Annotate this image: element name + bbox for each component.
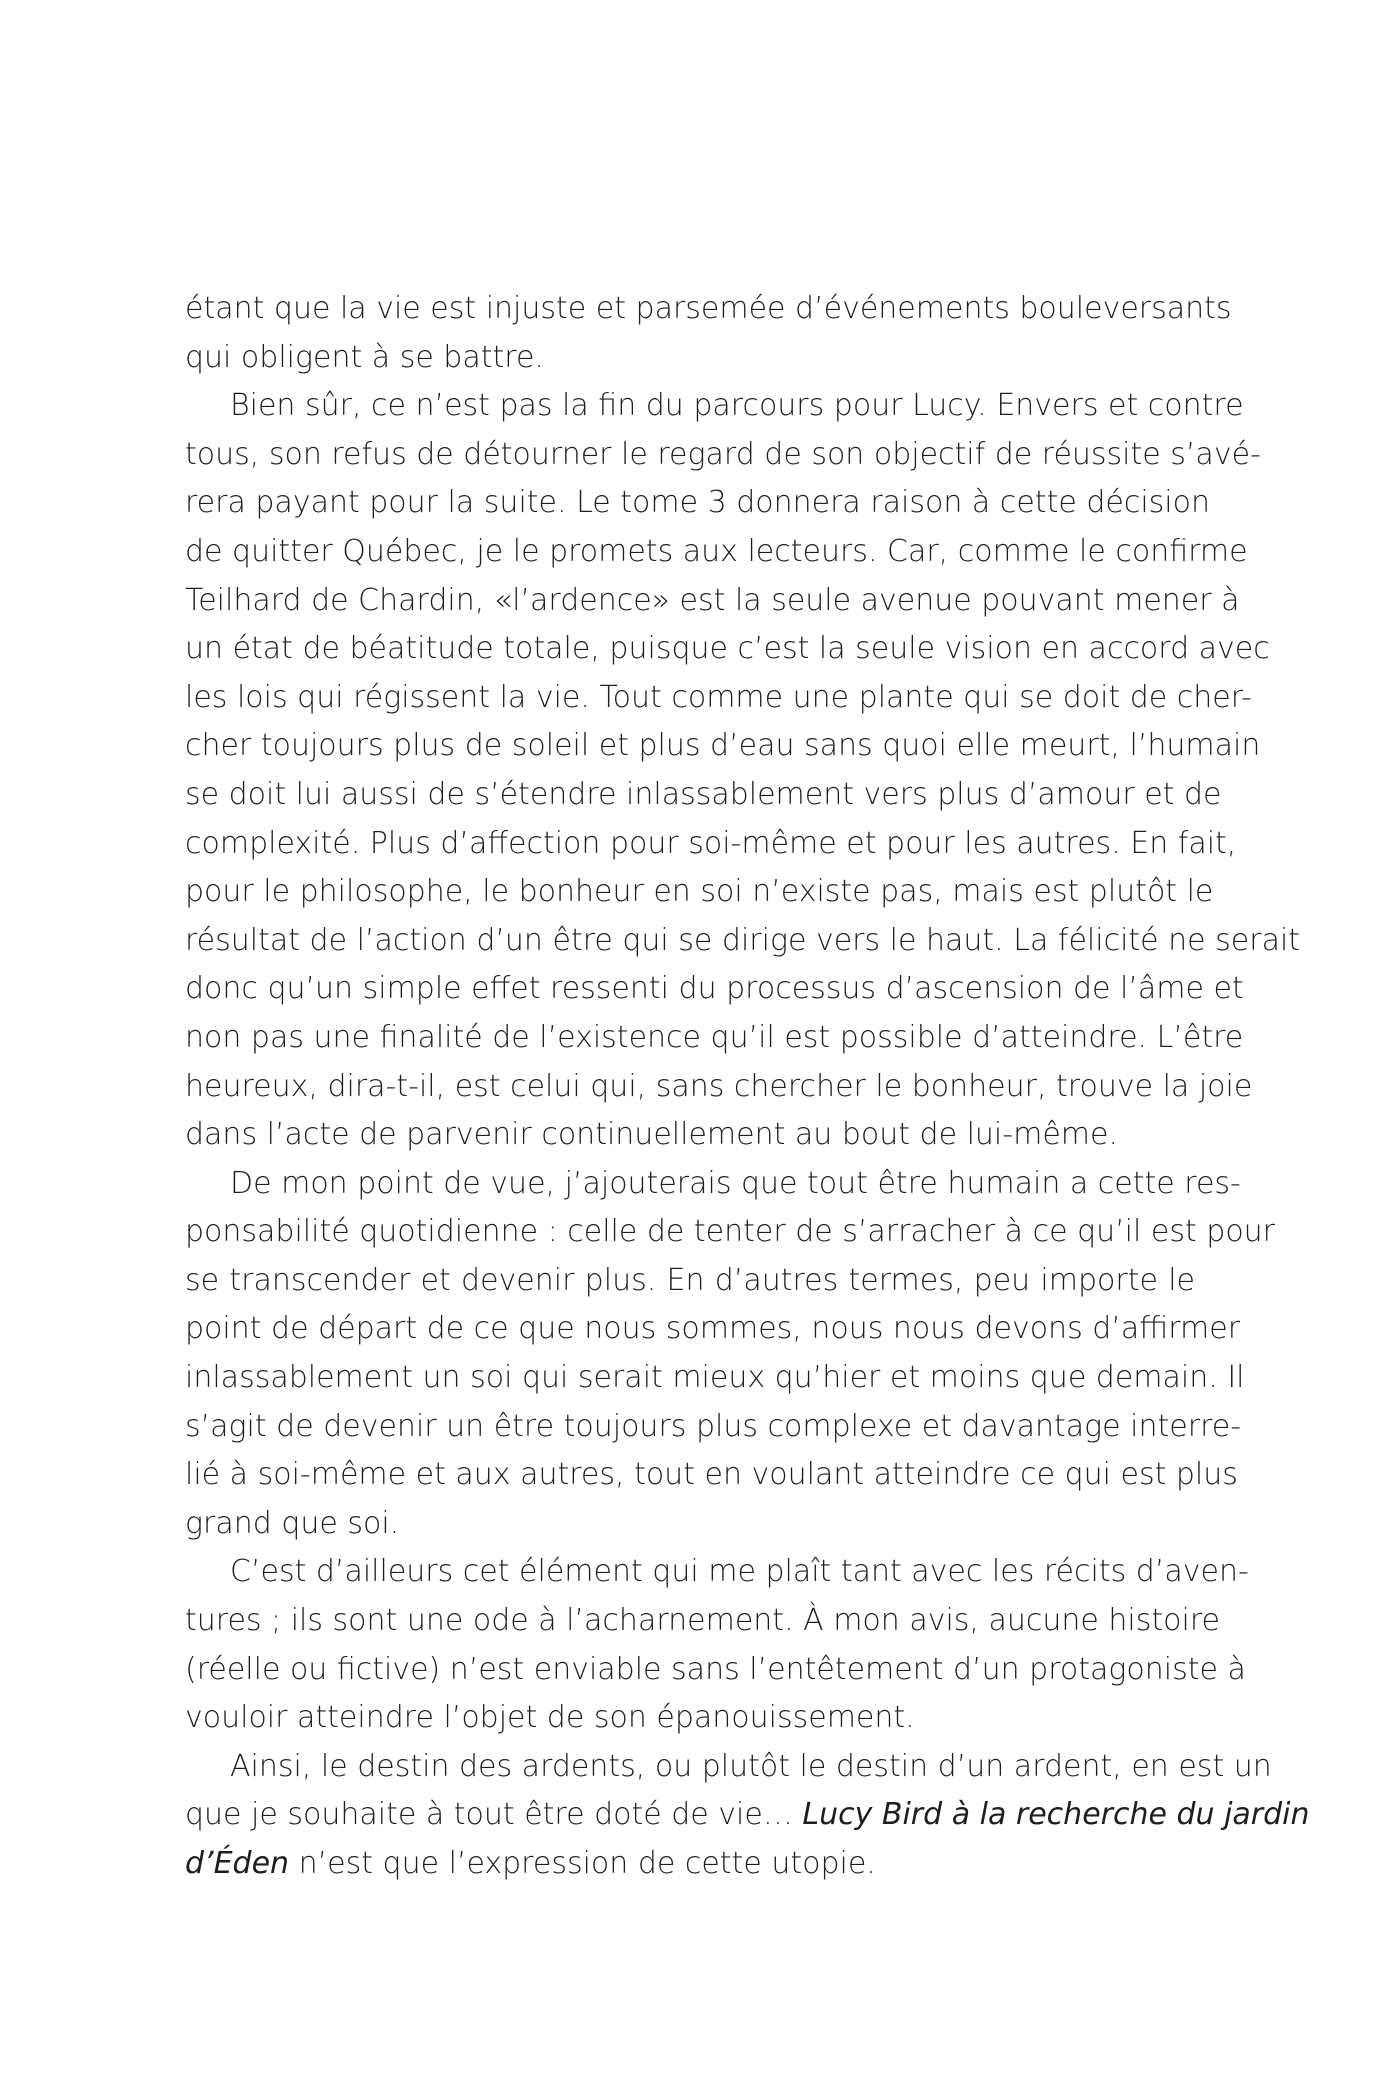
text-line: de quitter Québec, je le promets aux lecteurs. Car, comme le confirme <box>185 533 1248 569</box>
book-title-italic: Lucy Bird à la recherche du jardin <box>802 1797 1310 1833</box>
text-line: tures ; ils sont une ode à l’acharnement. À mon avis, aucune histoire <box>185 1603 1220 1639</box>
paragraph-5 <box>185 1743 1310 1889</box>
text-line: inlassablement un soi qui serait mieux qu’hier et moins que demain. Il <box>185 1360 1245 1396</box>
text-line: rera payant pour la suite. Le tome 3 donnera raison à cette décision <box>185 485 1210 521</box>
text-line: se doit lui aussi de s’étendre inlassablement vers plus d’amour et de <box>185 776 1222 812</box>
text-line: pour le philosophe, le bonheur en soi n’existe pas, mais est plutôt le <box>185 874 1214 910</box>
text-line: les lois qui régissent la vie. Tout comme une plante qui se doit de cher- <box>185 679 1253 715</box>
text-line: Teilhard de Chardin, «l’ardence» est la seule avenue pouvant mener à <box>185 582 1240 618</box>
text-line: ponsabilité quotidienne : celle de tenter de s’arracher à ce qu’il est pour <box>185 1214 1276 1250</box>
text-line: étant que la vie est injuste et parsemée d’événements bouleversants <box>185 291 1232 326</box>
text-line <box>185 1791 1310 1840</box>
text-line: grand que soi. <box>185 1505 400 1541</box>
text-line: Bien sûr, ce n’est pas la fin du parcours pour Lucy. Envers et contre <box>230 388 1244 424</box>
text-segment: n’est que l’expression de cette utopie. <box>289 1846 876 1881</box>
text-line: C’est d’ailleurs cet élément qui me plaît tant avec les récits d’aven- <box>230 1554 1249 1590</box>
body-text <box>185 285 1310 1889</box>
text-line: dans l’acte de parvenir continuellement au bout de lui-même. <box>185 1117 1118 1153</box>
paragraph-3 <box>185 1160 1276 1549</box>
text-line: un état de béatitude totale, puisque c’est la seule vision en accord avec <box>185 631 1270 667</box>
book-title-italic: d’Éden <box>185 1846 290 1881</box>
text-line: se transcender et devenir plus. En d’autres termes, peu importe le <box>185 1262 1195 1298</box>
text-line <box>185 1840 1195 1889</box>
text-line: cher toujours plus de soleil et plus d’eau sans quoi elle meurt, l’humain <box>185 728 1261 764</box>
paragraph-2 <box>185 382 1301 1160</box>
text-line: donc qu’un simple effet ressenti du processus d’ascension de l’âme et <box>185 971 1244 1007</box>
paragraph-1 <box>185 285 1232 382</box>
text-line: (réelle ou fictive) n’est enviable sans l’entêtement d’un protagoniste à <box>185 1651 1246 1687</box>
text-line: De mon point de vue, j’ajouterais que tout être humain a cette res- <box>230 1165 1241 1201</box>
text-line: tous, son refus de détourner le regard de son objectif de réussite s’avé- <box>185 436 1261 472</box>
text-line: résultat de l’action d’un être qui se dirige vers le haut. La félicité ne serait <box>185 922 1301 958</box>
text-line: qui obligent à se battre. <box>185 339 544 375</box>
text-line: s’agit de devenir un être toujours plus complexe et davantage interre- <box>185 1408 1242 1444</box>
text-line: vouloir atteindre l’objet de son épanouissement. <box>185 1700 915 1736</box>
text-line: Ainsi, le destin des ardents, ou plutôt le destin d’un ardent, en est un <box>230 1748 1272 1784</box>
text-line: heureux, dira-t-il, est celui qui, sans chercher le bonheur, trouve la joie <box>185 1068 1253 1104</box>
paragraph-4 <box>185 1548 1249 1742</box>
text-segment: que je souhaite à tout être doté de vie… <box>185 1797 803 1833</box>
text-line: non pas une finalité de l’existence qu’il est possible d’atteindre. L’être <box>185 1019 1244 1055</box>
text-line: complexité. Plus d’affection pour soi-même et pour les autres. En fait, <box>185 825 1237 861</box>
text-line: point de départ de ce que nous sommes, nous nous devons d’affirmer <box>185 1311 1241 1347</box>
text-line: lié à soi-même et aux autres, tout en voulant atteindre ce qui est plus <box>185 1457 1238 1493</box>
